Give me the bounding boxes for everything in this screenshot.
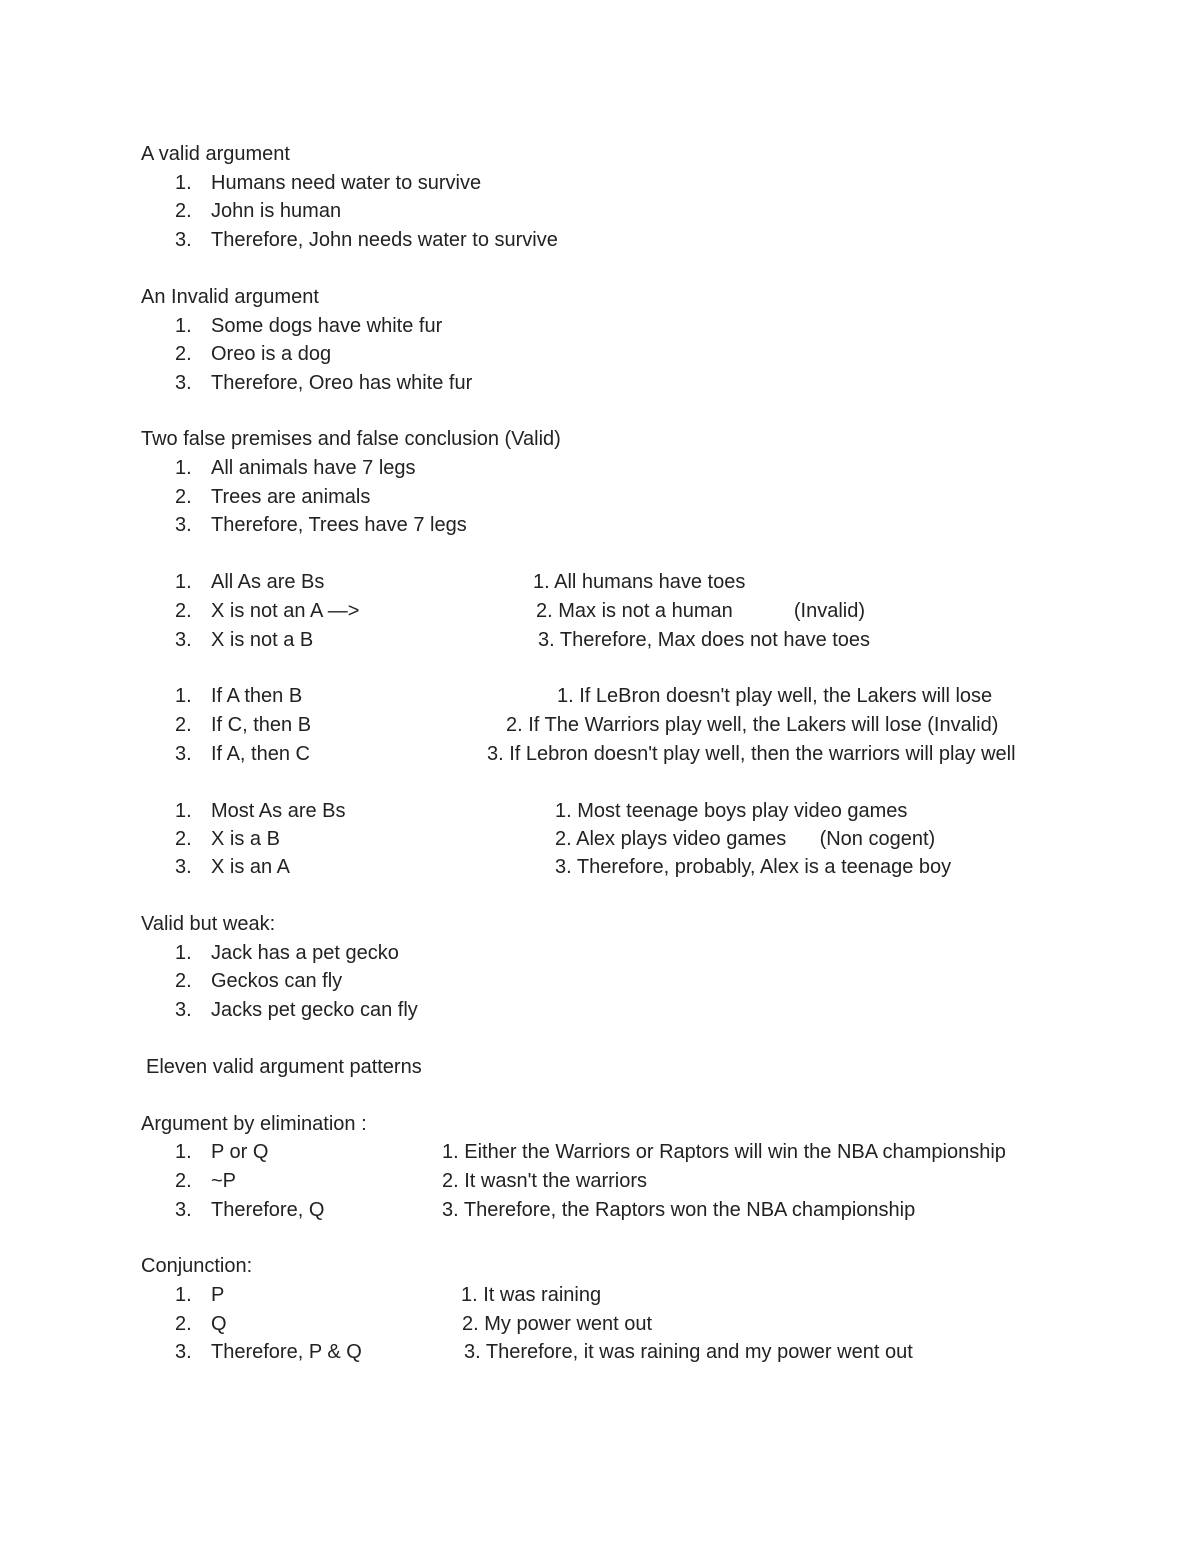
list-number: 1. xyxy=(175,457,192,479)
list-number: 1. xyxy=(175,1141,192,1163)
list-number: 1. xyxy=(175,172,192,194)
list-number: 2. xyxy=(175,343,192,365)
example-item: 3. Therefore, it was raining and my power went out xyxy=(464,1341,913,1363)
list-item: All As are Bs xyxy=(211,571,325,593)
list-item: X is an A xyxy=(211,856,290,878)
list-number: 1. xyxy=(175,571,192,593)
example-item: 3. If Lebron doesn't play well, then the warriors will play well xyxy=(487,743,1016,765)
section-title-valid-but-weak: Valid but weak: xyxy=(141,913,276,935)
list-item: Jack has a pet gecko xyxy=(211,942,399,964)
list-item: Therefore, Q xyxy=(211,1199,325,1221)
list-item: Most As are Bs xyxy=(211,800,346,822)
section-title-conjunction: Conjunction: xyxy=(141,1255,253,1277)
list-item: Therefore, Oreo has white fur xyxy=(211,372,473,394)
section-title-invalid-argument: An Invalid argument xyxy=(141,286,319,308)
list-number: 1. xyxy=(175,942,192,964)
list-item: X is a B xyxy=(211,828,280,850)
list-item: X is not a B xyxy=(211,629,314,651)
section-title-eleven-patterns: Eleven valid argument patterns xyxy=(146,1056,422,1078)
example-item: 2. Alex plays video games (Non cogent) xyxy=(555,828,936,850)
list-item: Therefore, P & Q xyxy=(211,1341,362,1363)
example-item: 3. Therefore, probably, Alex is a teenage boy xyxy=(555,856,952,878)
list-number: 1. xyxy=(175,800,192,822)
list-number: 3. xyxy=(175,999,192,1021)
list-number: 3. xyxy=(175,1341,192,1363)
example-item: 2. Max is not a human (Invalid) xyxy=(536,600,866,622)
example-item: 2. My power went out xyxy=(462,1313,653,1335)
list-number: 2. xyxy=(175,714,192,736)
list-item: Humans need water to survive xyxy=(211,172,482,194)
list-item: Therefore, Trees have 7 legs xyxy=(211,514,467,536)
list-item: If A then B xyxy=(211,685,303,707)
example-item: 2. It wasn't the warriors xyxy=(442,1170,647,1192)
list-number: 2. xyxy=(175,1313,192,1335)
example-item: 3. Therefore, the Raptors won the NBA championship xyxy=(442,1199,916,1221)
section-title-elimination: Argument by elimination : xyxy=(141,1113,367,1135)
list-item: Trees are animals xyxy=(211,486,371,508)
list-item: John is human xyxy=(211,200,342,222)
section-title-valid-argument: A valid argument xyxy=(141,143,290,165)
section-title-false-premises: Two false premises and false conclusion (Valid) xyxy=(141,428,561,450)
list-item: Therefore, John needs water to survive xyxy=(211,229,558,251)
list-item: Jacks pet gecko can fly xyxy=(211,999,418,1021)
list-number: 3. xyxy=(175,629,192,651)
example-item: 1. If LeBron doesn't play well, the Lakers will lose xyxy=(557,685,993,707)
list-number: 3. xyxy=(175,1199,192,1221)
list-number: 2. xyxy=(175,1170,192,1192)
list-number: 2. xyxy=(175,600,192,622)
list-item: Q xyxy=(211,1313,227,1335)
list-number: 3. xyxy=(175,229,192,251)
list-item: If C, then B xyxy=(211,714,312,736)
example-item: 3. Therefore, Max does not have toes xyxy=(538,629,871,651)
example-item: 1. It was raining xyxy=(461,1284,602,1306)
list-number: 2. xyxy=(175,970,192,992)
list-number: 1. xyxy=(175,315,192,337)
list-item: ~P xyxy=(211,1170,237,1192)
list-number: 3. xyxy=(175,856,192,878)
list-number: 3. xyxy=(175,372,192,394)
list-item: X is not an A —> xyxy=(211,600,360,622)
list-number: 3. xyxy=(175,514,192,536)
list-item: Geckos can fly xyxy=(211,970,343,992)
list-item: Oreo is a dog xyxy=(211,343,332,365)
list-number: 3. xyxy=(175,743,192,765)
list-item: P or Q xyxy=(211,1141,269,1163)
list-number: 1. xyxy=(175,1284,192,1306)
list-number: 2. xyxy=(175,200,192,222)
list-number: 1. xyxy=(175,685,192,707)
list-number: 2. xyxy=(175,828,192,850)
example-item: 2. If The Warriors play well, the Lakers will lose (Invalid) xyxy=(506,714,999,736)
list-number: 2. xyxy=(175,486,192,508)
example-item: 1. Either the Warriors or Raptors will win the NBA championship xyxy=(442,1141,1006,1163)
list-item: If A, then C xyxy=(211,743,310,765)
list-item: All animals have 7 legs xyxy=(211,457,416,479)
example-item: 1. Most teenage boys play video games xyxy=(555,800,908,822)
list-item: P xyxy=(211,1284,225,1306)
list-item: Some dogs have white fur xyxy=(211,315,443,337)
example-item: 1. All humans have toes xyxy=(533,571,746,593)
